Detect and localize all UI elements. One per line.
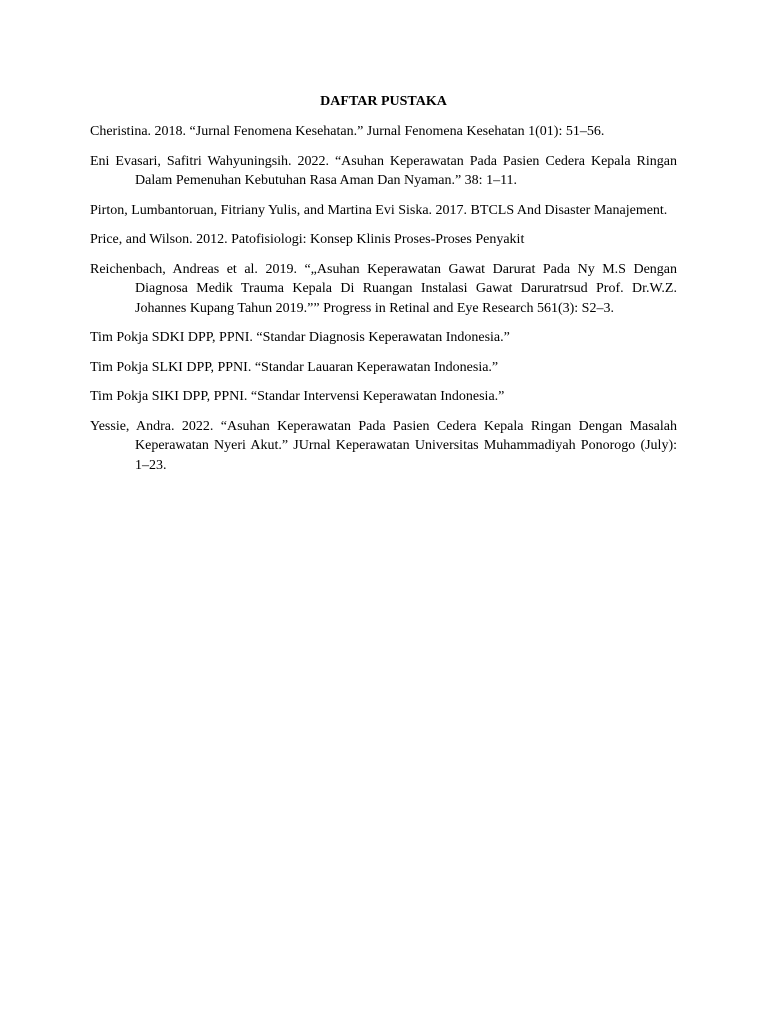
- reference-item: Reichenbach, Andreas et al. 2019. “„Asuhan Keperawatan Gawat Darurat Pada Ny M.S Dengan Diagnosa Medik Trauma Kepala Di Ruangan Instalasi Gawat Daruratrsud Prof. Dr.W.Z. Johannes Kupang Tahun 2019.”” Progress in Retinal and Eye Research 561(3): S2–3.: [90, 261, 677, 316]
- reference-item: Tim Pokja SDKI DPP, PPNI. “Standar Diagnosis Keperawatan Indonesia.”: [90, 330, 510, 345]
- reference-item: Tim Pokja SIKI DPP, PPNI. “Standar Intervensi Keperawatan Indonesia.”: [90, 389, 505, 404]
- reference-item: Eni Evasari, Safitri Wahyuningsih. 2022. “Asuhan Keperawatan Pada Pasien Cedera Kepala Ringan Dalam Pemenuhan Kebutuhan Rasa Aman Dan Nyaman.” 38: 1–11.: [90, 153, 677, 188]
- reference-item: Tim Pokja SLKI DPP, PPNI. “Standar Lauaran Keperawatan Indonesia.”: [90, 359, 499, 375]
- page-title: DAFTAR PUSTAKA: [320, 94, 447, 109]
- reference-item: Cheristina. 2018. “Jurnal Fenomena Kesehatan.” Jurnal Fenomena Kesehatan 1(01): 51–56.: [90, 124, 605, 139]
- reference-item: Pirton, Lumbantoruan, Fitriany Yulis, and Martina Evi Siska. 2017. BTCLS And Disaster Manajement.: [90, 202, 668, 218]
- reference-list: [90, 122, 677, 475]
- reference-item: Price, and Wilson. 2012. Patofisiologi: Konsep Klinis Proses-Proses Penyakit: [90, 232, 525, 247]
- document-page: [90, 92, 677, 485]
- reference-item: Yessie, Andra. 2022. “Asuhan Keperawatan Pada Pasien Cedera Kepala Ringan Dengan Masalah Keperawatan Nyeri Akut.” JUrnal Keperawatan Universitas Muhammadiyah Ponorogo (July): 1–23.: [90, 418, 677, 473]
